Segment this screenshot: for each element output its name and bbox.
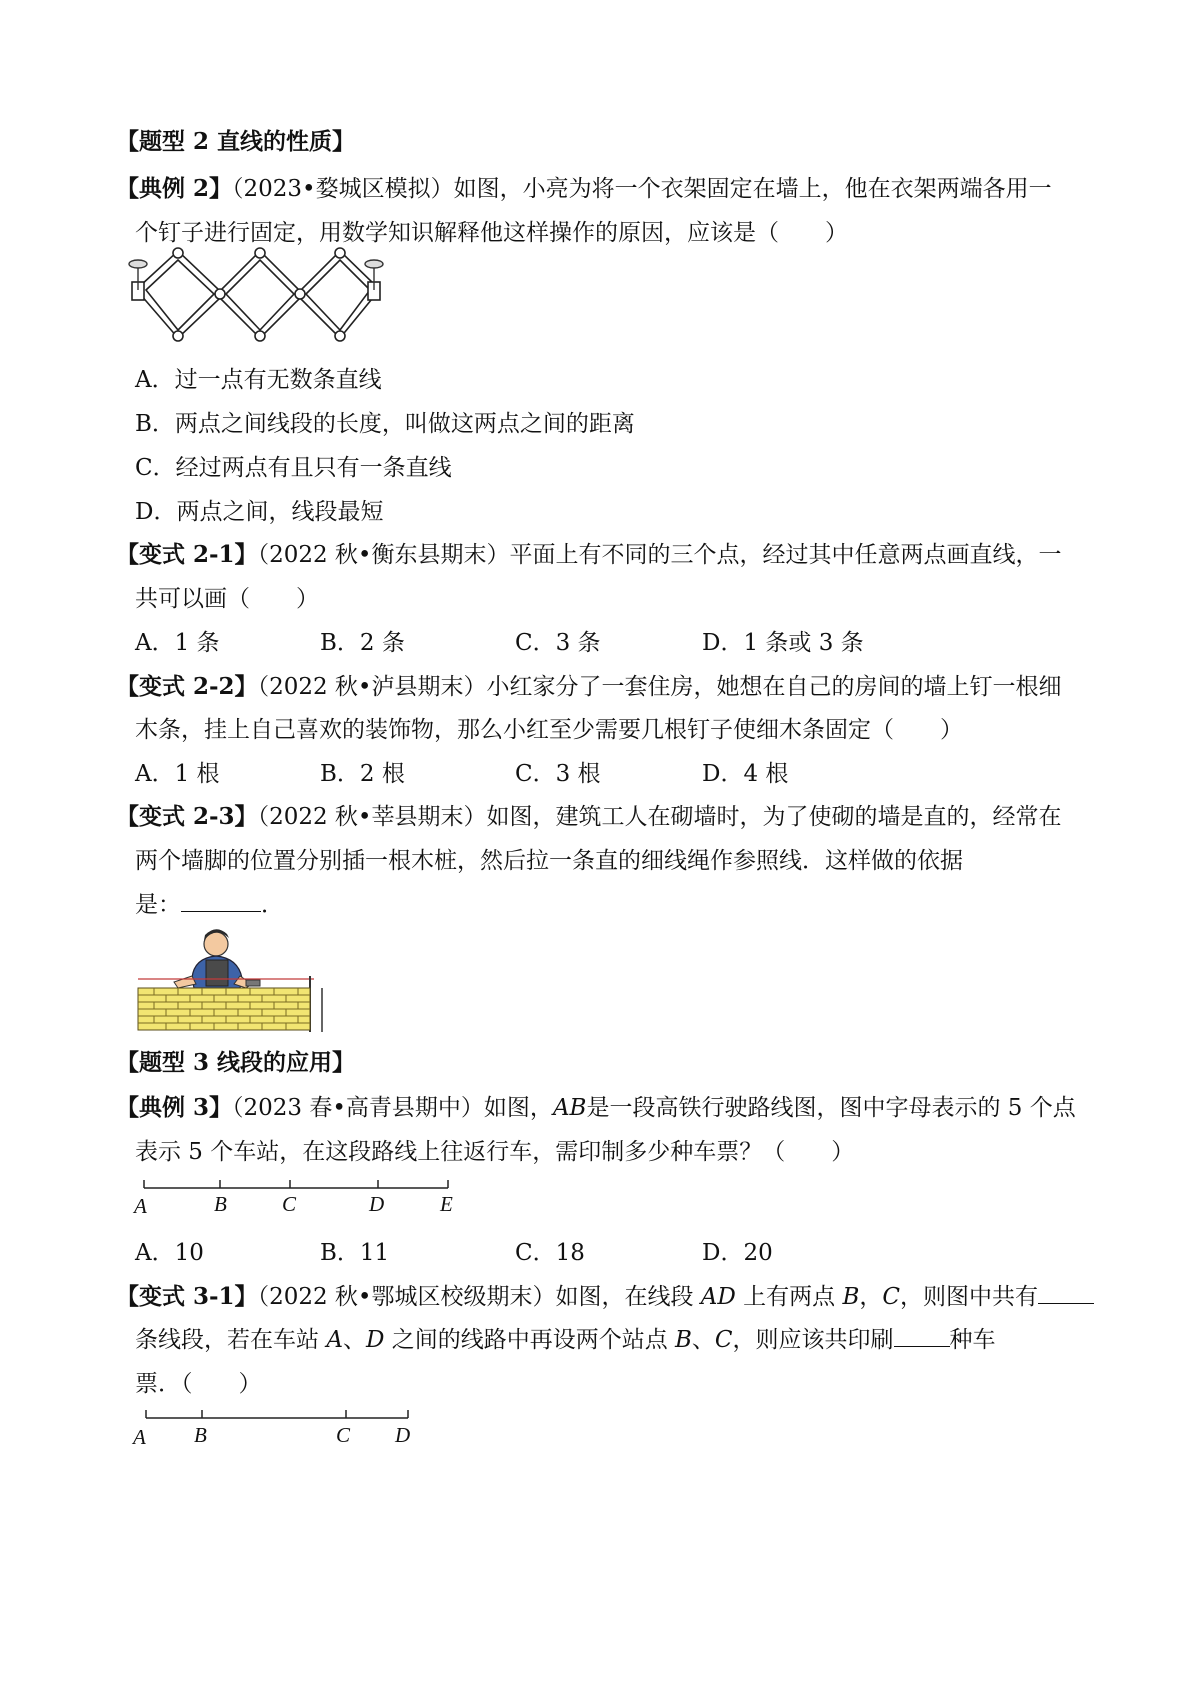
v31-var-b2: B — [675, 1327, 692, 1353]
example-2-tag: 【典例 2】 — [116, 175, 233, 202]
answer-blank-2[interactable] — [894, 1345, 950, 1347]
variant-2-3-text-1: （2022 秋•莘县期末）如图，建筑工人在砌墙时，为了使砌的墙是直的，经常在 — [257, 804, 1062, 830]
v31-t10: 种车 — [949, 1327, 996, 1353]
variant-2-3-line-1 — [116, 798, 1061, 831]
point-label-b: B — [214, 1192, 227, 1216]
variant-2-2-option-b: B．2 根 — [320, 761, 405, 787]
example-2-option-d: D．两点之间，线段最短 — [135, 499, 384, 525]
example-3-option-b: B．11 — [320, 1240, 390, 1266]
example-2-option-c: C．经过两点有且只有一条直线 — [135, 455, 452, 481]
variant-2-3-line-2: 两个墙脚的位置分别插一根木桩，然后拉一条直的细线绳作参照线．这样做的依据 — [135, 848, 963, 874]
point-label-e: E — [440, 1192, 453, 1216]
variant-2-2-text-1: （2022 秋•泸县期末）小红家分了一套住房，她想在自己的房间的墙上钉一根细 — [257, 674, 1062, 700]
example-2-option-a: A．过一点有无数条直线 — [135, 367, 382, 393]
clothes-rack-figure — [128, 246, 384, 346]
v31-var-ad: AD — [700, 1284, 736, 1310]
v31-t5: 条线段，若在车站 — [135, 1327, 327, 1353]
point-label-d2: D — [395, 1423, 411, 1447]
section-heading-2: 【题型 2 直线的性质】 — [116, 128, 356, 155]
variant-2-2-option-c: C．3 根 — [515, 761, 601, 787]
variant-2-2-option-d: D．4 根 — [702, 761, 789, 787]
point-label-d: D — [369, 1192, 385, 1216]
section-heading-3: 【题型 3 线段的应用】 — [116, 1049, 356, 1076]
variant-3-1-tag: 【变式 3-1】 — [116, 1283, 258, 1310]
variant-2-3-line-3 — [135, 886, 284, 919]
example-2-line-2: 个钉子进行固定，用数学知识解释他这样操作的原因，应该是（ ） — [135, 220, 848, 246]
example-3-option-c: C．18 — [515, 1240, 585, 1266]
variant-2-1-line-2: 共可以画（ ） — [135, 586, 319, 612]
variant-2-3-tag: 【变式 2-3】 — [116, 803, 258, 830]
variant-3-1-line-1 — [116, 1278, 1094, 1311]
variant-2-2-line-1 — [116, 668, 1061, 701]
point-label-a: A — [134, 1194, 147, 1218]
v31-t7: 之间的线路中再设两个站点 — [384, 1327, 676, 1353]
bricklayer-figure — [134, 926, 326, 1032]
variant-2-1-option-a: A．1 条 — [135, 630, 220, 656]
v31-t8: 、 — [691, 1327, 715, 1353]
v31-var-d: D — [365, 1327, 385, 1353]
variant-2-1-option-d: D．1 条或 3 条 — [702, 630, 864, 656]
point-label-c2: C — [336, 1423, 351, 1447]
segment-figure-abcd — [130, 1408, 420, 1452]
example-2-line-1 — [116, 170, 1052, 203]
v31-var-c2: C — [714, 1327, 733, 1353]
v31-var-b: B — [842, 1284, 860, 1310]
variant-2-1-option-b: B．2 条 — [320, 630, 405, 656]
answer-blank[interactable] — [181, 910, 261, 912]
v31-var-a: A — [326, 1327, 343, 1353]
example-2-option-b: B．两点之间线段的长度，叫做这两点之间的距离 — [135, 411, 635, 437]
variant-2-3-prefix: 是： — [135, 892, 181, 918]
variant-2-2-option-a: A．1 根 — [135, 761, 220, 787]
variant-2-3-suffix: ． — [261, 892, 284, 918]
segment-figure-abcde — [130, 1176, 460, 1220]
example-3-line-1 — [116, 1089, 1076, 1122]
example-3-option-a: A．10 — [135, 1240, 204, 1266]
answer-blank-1[interactable] — [1038, 1302, 1094, 1304]
variant-2-1-option-c: C．3 条 — [515, 630, 601, 656]
example-3-text-b: 是一段高铁行驶路线图，图中字母表示的 5 个点 — [586, 1095, 1076, 1121]
v31-t6: 、 — [342, 1327, 366, 1353]
v31-t3: ， — [859, 1284, 883, 1310]
example-3-tag: 【典例 3】 — [116, 1094, 233, 1121]
variant-2-1-text-1: （2022 秋•衡东县期末）平面上有不同的三个点，经过其中任意两点画直线，一 — [257, 542, 1062, 568]
v31-t9: ，则应该共印刷 — [732, 1327, 894, 1353]
v31-var-c: C — [882, 1284, 900, 1310]
example-3-line-2: 表示 5 个车站，在这段路线上往返行车，需印制多少种车票？（ ） — [135, 1139, 855, 1165]
example-3-var-ab: AB — [552, 1095, 587, 1121]
point-label-b2: B — [194, 1423, 207, 1447]
variant-2-1-line-1 — [116, 536, 1061, 569]
variant-3-1-line-2 — [135, 1321, 996, 1354]
point-label-a2: A — [133, 1425, 146, 1449]
v31-t2: 上有两点 — [735, 1284, 843, 1310]
v31-t4: ，则图中共有 — [900, 1284, 1038, 1310]
variant-3-1-line-3: 票．（ ） — [135, 1371, 262, 1397]
variant-2-2-tag: 【变式 2-2】 — [116, 673, 258, 700]
example-2-text-1: （2023•婺城区模拟）如图，小亮为将一个衣架固定在墙上，他在衣架两端各用一 — [232, 176, 1052, 202]
example-3-option-d: D．20 — [702, 1240, 773, 1266]
v31-t1: （2022 秋•鄂城区校级期末）如图，在线段 — [257, 1284, 701, 1310]
variant-2-2-line-2: 木条，挂上自己喜欢的装饰物，那么小红至少需要几根钉子使细木条固定（ ） — [135, 717, 963, 743]
variant-2-1-tag: 【变式 2-1】 — [116, 541, 258, 568]
point-label-c: C — [282, 1192, 297, 1216]
example-3-text-a: （2023 春•高青县期中）如图， — [232, 1095, 553, 1121]
